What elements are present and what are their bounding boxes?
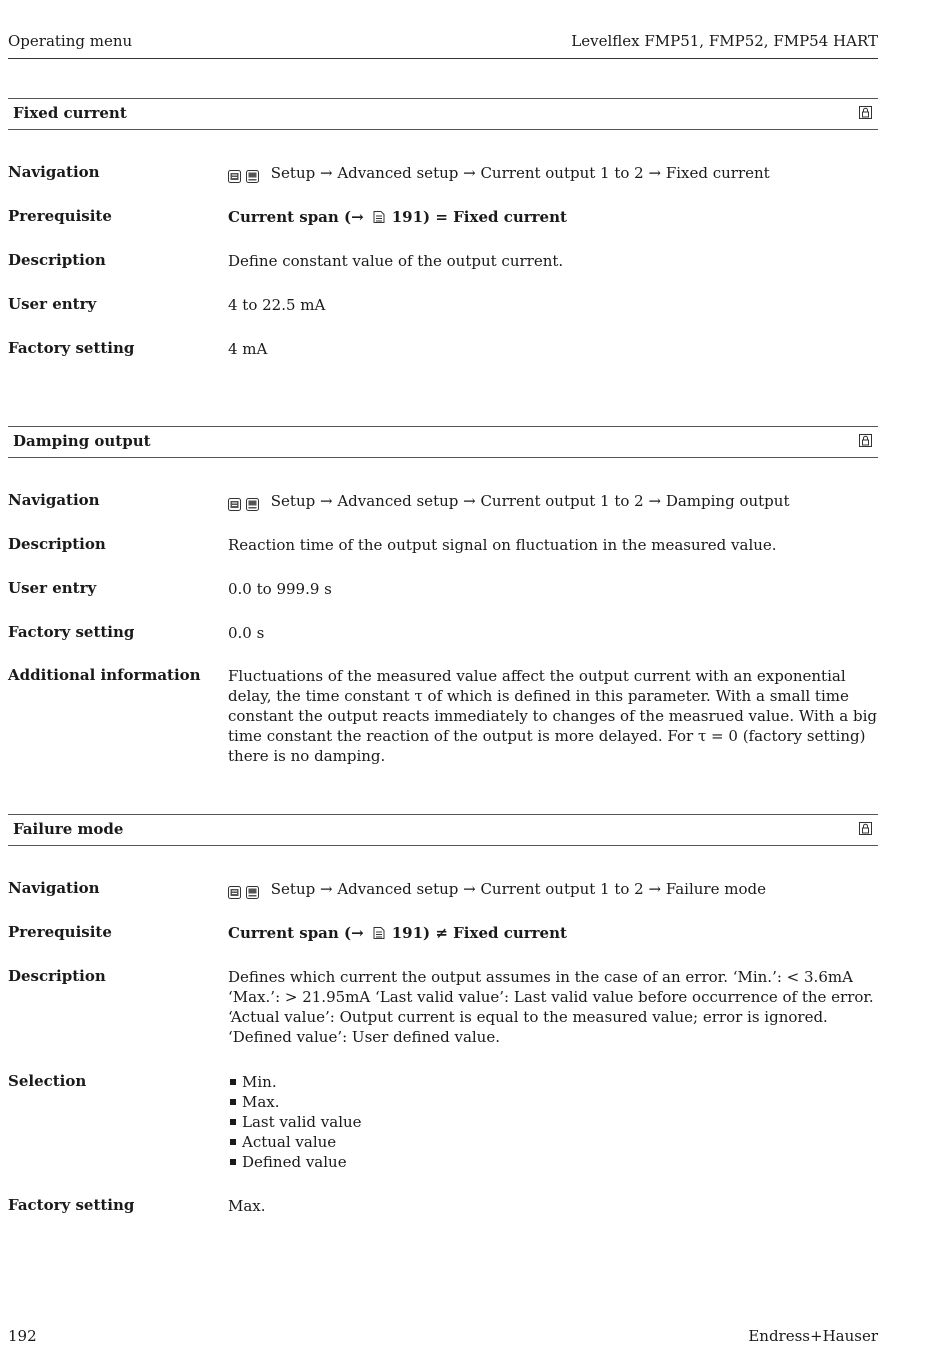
header-product: Levelflex FMP51, FMP52, FMP54 HART bbox=[571, 32, 878, 50]
book-icon bbox=[372, 210, 386, 224]
label-prerequisite: Prerequisite bbox=[8, 923, 112, 941]
label-navigation: Navigation bbox=[8, 879, 100, 897]
value-factory-setting: 0.0 s bbox=[228, 624, 265, 642]
display-icon bbox=[246, 170, 259, 183]
selection-option: Defined value bbox=[228, 1152, 878, 1172]
label-factory-setting: Factory setting bbox=[8, 623, 135, 641]
value-prerequisite bbox=[228, 923, 878, 943]
prerequisite-page[interactable]: 191) bbox=[391, 208, 431, 226]
lock-icon bbox=[859, 434, 872, 447]
lock-icon bbox=[859, 106, 872, 119]
selection-option: Last valid value bbox=[228, 1112, 878, 1132]
operating-tool-icons bbox=[228, 493, 259, 513]
parameter-title: Fixed current bbox=[13, 104, 127, 122]
prerequisite-condition: ≠ Fixed current bbox=[435, 924, 567, 942]
value-selection bbox=[228, 1072, 878, 1172]
operating-tool-icons bbox=[228, 165, 259, 185]
value-description: Define constant value of the output current. bbox=[228, 252, 564, 270]
value-description: Reaction time of the output signal on fluctuation in the measured value. bbox=[228, 536, 777, 554]
label-prerequisite: Prerequisite bbox=[8, 207, 112, 225]
header-chapter: Operating menu bbox=[8, 32, 133, 50]
value-prerequisite bbox=[228, 207, 878, 227]
expert-icon bbox=[228, 886, 241, 899]
label-navigation: Navigation bbox=[8, 491, 100, 509]
label-description: Description bbox=[8, 535, 106, 553]
selection-option: Min. bbox=[228, 1072, 878, 1092]
value-factory-setting: Max. bbox=[228, 1197, 266, 1215]
page-header bbox=[8, 30, 878, 59]
section-fixed-current bbox=[8, 98, 878, 358]
value-description: Defines which current the output assumes in the case of an error. ‘Min.’: < 3.6mA ‘Max.’: > 21.95mA ‘Last valid value’: Last valid value before occurrence of the error. ‘Actual value’: Output current is equal to the measured value; error is ignored. ‘Defined value’: User defined value. bbox=[228, 968, 874, 1046]
operating-tool-icons bbox=[228, 881, 259, 901]
value-user-entry: 4 to 22.5 mA bbox=[228, 296, 326, 314]
label-factory-setting: Factory setting bbox=[8, 1196, 135, 1214]
section-title bbox=[8, 426, 878, 458]
display-icon bbox=[246, 886, 259, 899]
value-navigation bbox=[228, 879, 878, 901]
label-user-entry: User entry bbox=[8, 295, 97, 313]
label-user-entry: User entry bbox=[8, 579, 97, 597]
navigation-path: Setup → Advanced setup → Current output 1 to 2 → Fixed current bbox=[270, 164, 770, 182]
label-navigation: Navigation bbox=[8, 163, 100, 181]
display-icon bbox=[246, 498, 259, 511]
navigation-path: Setup → Advanced setup → Current output 1 to 2 → Failure mode bbox=[270, 880, 766, 898]
value-user-entry: 0.0 to 999.9 s bbox=[228, 580, 332, 598]
label-selection: Selection bbox=[8, 1072, 87, 1090]
prerequisite-condition: = Fixed current bbox=[435, 208, 567, 226]
value-navigation bbox=[228, 163, 878, 185]
selection-option: Actual value bbox=[228, 1132, 878, 1152]
parameter-title: Failure mode bbox=[13, 820, 124, 838]
selection-list bbox=[228, 1072, 878, 1172]
label-description: Description bbox=[8, 251, 106, 269]
expert-icon bbox=[228, 170, 241, 183]
lock-icon bbox=[859, 822, 872, 835]
prerequisite-page[interactable]: 191) bbox=[391, 924, 431, 942]
book-icon bbox=[372, 926, 386, 940]
page-footer bbox=[8, 1327, 878, 1349]
prerequisite-prefix: Current span (→ bbox=[228, 208, 364, 226]
section-title bbox=[8, 98, 878, 130]
expert-icon bbox=[228, 498, 241, 511]
label-description: Description bbox=[8, 967, 106, 985]
label-additional-information: Additional information bbox=[8, 666, 201, 684]
section-damping-output bbox=[8, 426, 878, 765]
prerequisite-prefix: Current span (→ bbox=[228, 924, 364, 942]
parameter-title: Damping output bbox=[13, 432, 151, 450]
value-additional-information: Fluctuations of the measured value affect the output current with an exponential delay, the time constant τ of which is defined in this parameter. With a small time constant the output reacts immediately to changes of the measrued value. With a big time constant the reaction of the output is more delayed. For τ = 0 (factory setting) there is no damping. bbox=[228, 667, 877, 765]
page-number: 192 bbox=[8, 1327, 37, 1345]
section-failure-mode bbox=[8, 814, 878, 1215]
brand-name: Endress+Hauser bbox=[748, 1327, 878, 1345]
selection-option: Max. bbox=[228, 1092, 878, 1112]
value-factory-setting: 4 mA bbox=[228, 340, 268, 358]
value-navigation bbox=[228, 491, 878, 513]
label-factory-setting: Factory setting bbox=[8, 339, 135, 357]
section-title bbox=[8, 814, 878, 846]
navigation-path: Setup → Advanced setup → Current output 1 to 2 → Damping output bbox=[270, 492, 790, 510]
